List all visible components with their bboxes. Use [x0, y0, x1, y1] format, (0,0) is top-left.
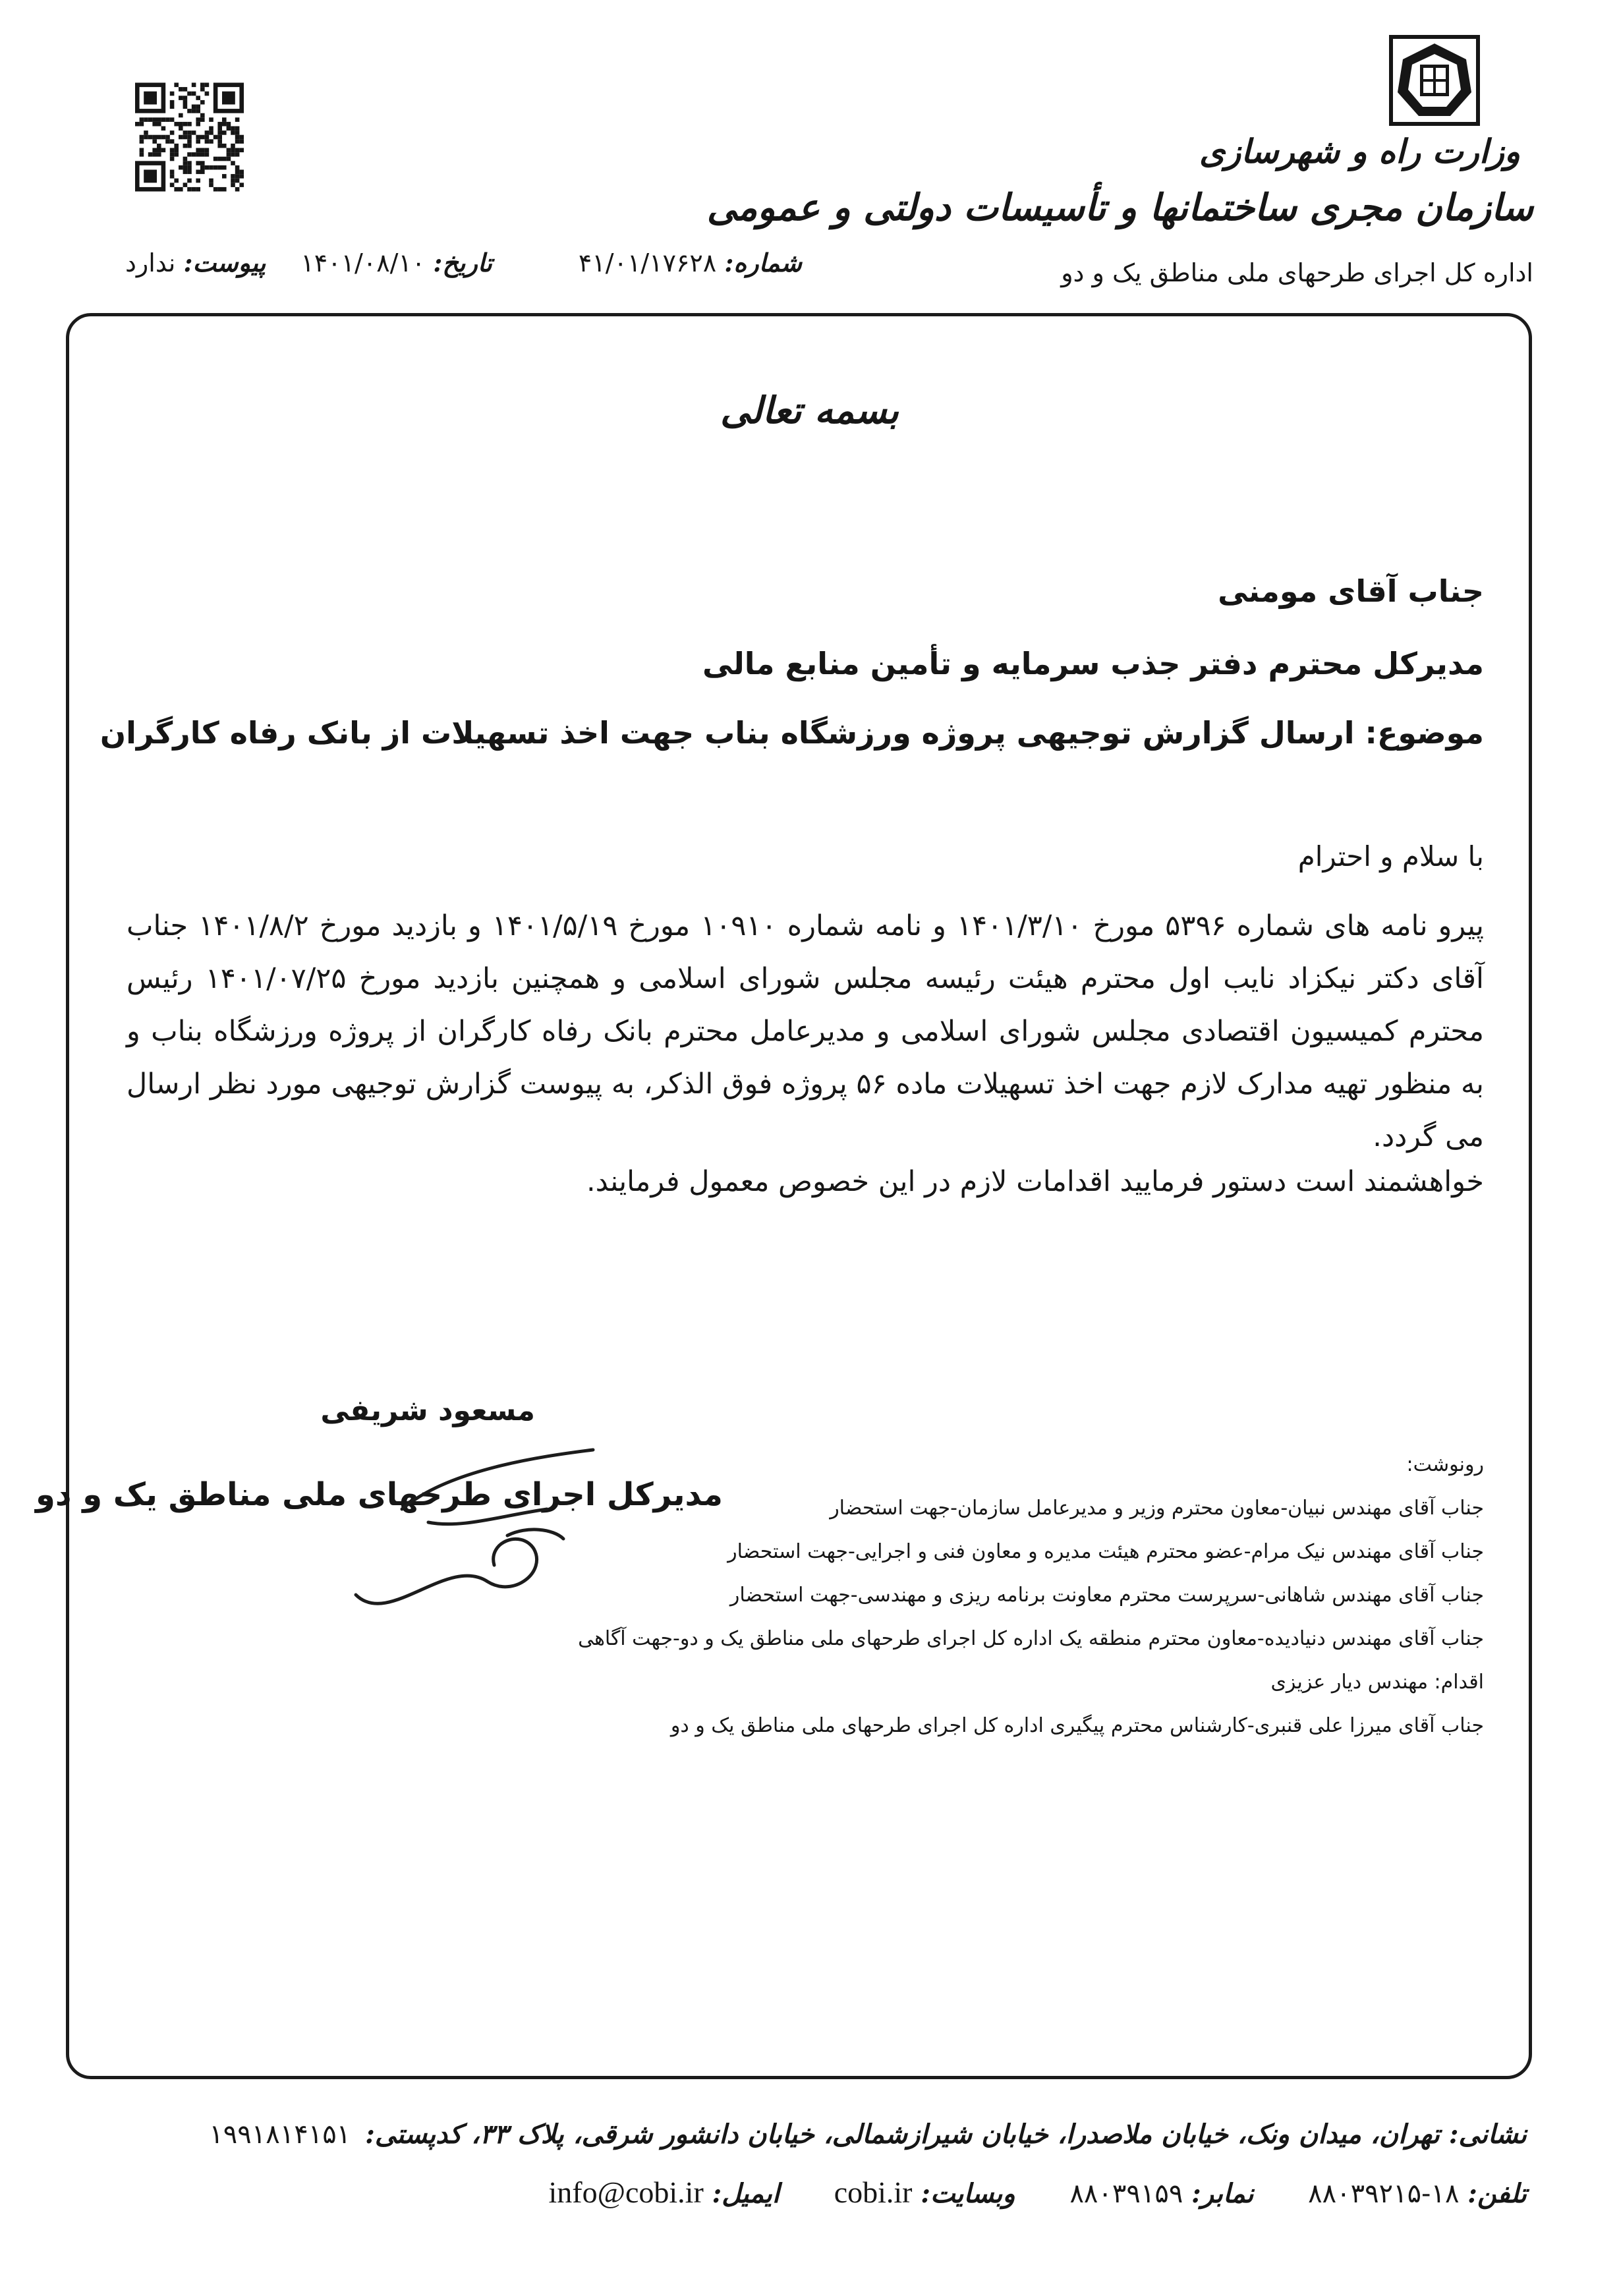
- letter-number: [579, 248, 802, 277]
- phone-label: تلفن:: [1467, 2178, 1527, 2209]
- ministry-logo: [1388, 34, 1481, 127]
- website: [834, 2175, 1015, 2209]
- recipient-title: مدیرکل محترم دفتر جذب سرمایه و تأمین منابع مالی: [702, 646, 1484, 681]
- handwritten-signature: [329, 1430, 606, 1628]
- signer-name: مسعود شریفی: [320, 1394, 535, 1427]
- email-value[interactable]: info@cobi.ir: [548, 2175, 704, 2209]
- fax-value: ۸۸۰۳۹۱۵۹: [1069, 2179, 1183, 2209]
- email: [548, 2175, 780, 2209]
- subject: موضوع: ارسال گزارش توجیهی پروژه ورزشگاه بناب جهت اخذ تسهیلات از بانک رفاه کارگران: [99, 715, 1484, 751]
- cc-line: جناب آقای مهندس نبیان-معاون محترم وزیر و مدیرعامل سازمان-جهت استحضار: [830, 1497, 1484, 1520]
- address-text: نشانی: تهران، میدان ونک، خیابان ملاصدرا، خیابان شیرازشمالی، خیابان دانشور شرقی، پلاک ۳۳، کدپستی:: [365, 2119, 1527, 2150]
- organization-name: سازمان مجری ساختمانها و تأسیسات دولتی و عمومی: [706, 186, 1533, 229]
- greeting: با سلام و احترام: [1297, 840, 1484, 873]
- attachment-label: پیوست:: [183, 248, 266, 277]
- cc-list: [578, 1443, 1484, 1748]
- email-label: ایمیل:: [712, 2178, 780, 2209]
- cc-line: جناب آقای مهندس نیک مرام-عضو محترم هیئت مدیره و معاون فنی و اجرایی-جهت استحضار: [727, 1540, 1484, 1563]
- signer-title: مدیرکل اجرای طرحهای ملی مناطق یک و دو: [36, 1476, 723, 1513]
- recipient: جناب آقای مومنی: [1218, 573, 1484, 609]
- cc-line: جناب آقای مهندس شاهانی-سرپرست محترم معاونت برنامه ریزی و مهندسی-جهت استحضار: [729, 1584, 1484, 1607]
- qr-code-icon: [135, 80, 244, 194]
- phone-value: ۱۸-۸۸۰۳۹۲۱۵: [1308, 2179, 1460, 2209]
- letter-attachment: [125, 248, 266, 277]
- date-value: ۱۴۰۱/۰۸/۱۰: [300, 248, 426, 277]
- postal-code: ۱۹۹۱۸۱۴۱۵۱: [209, 2119, 351, 2150]
- fax: [1069, 2179, 1253, 2209]
- cc-label: رونوشت:: [1406, 1453, 1484, 1476]
- footer-contact: [503, 2175, 1527, 2210]
- ministry-name: وزارت راه و شهرسازی: [1199, 132, 1520, 171]
- website-value[interactable]: cobi.ir: [834, 2175, 913, 2209]
- fax-label: نمابر:: [1191, 2178, 1254, 2209]
- bismillah: بسمه تعالی: [720, 389, 899, 432]
- cc-line: جناب آقای مهندس دنیادیده-معاون محترم منطقه یک اداره کل اجرای طرحهای ملی مناطق یک و دو-جهت آگاهی: [578, 1627, 1484, 1650]
- body-paragraph: پیرو نامه های شماره ۵۳۹۶ مورخ ۱۴۰۱/۳/۱۰ و نامه شماره ۱۰۹۱۰ مورخ ۱۴۰۱/۵/۱۹ و بازدید مورخ ۱۴۰۱/۸/۲ جناب آقای دکتر نیکزاد نایب اول محترم هیئت رئیسه مجلس شورای اسلامی و همچنین بازدید مورخ ۱۴۰۱/۰۷/۲۵ رئیس محترم کمیسیون اقتصادی مجلس شورای اسلامی و مدیرعامل محترم بانک رفاه کارگران از پروژه ورزشگاه بناب و به منظور تهیه مدارک لازم جهت اخذ تسهیلات ماده ۵۶ پروژه فوق الذکر، به پیوست گزارش توجیهی مورد نظر ارسال می گردد.: [127, 909, 1485, 1153]
- date-label: تاریخ:: [433, 248, 492, 277]
- footer-address: [209, 2119, 1527, 2150]
- letter-date: [300, 248, 492, 277]
- cc-line: جناب آقای میرزا علی قنبری-کارشناس محترم پیگیری اداره کل اجرای طرحهای ملی مناطق یک و دو: [670, 1714, 1484, 1737]
- number-label: شماره:: [724, 248, 802, 277]
- number-value: ۴۱/۰۱/۱۷۶۲۸: [578, 248, 717, 277]
- attachment-value: ندارد: [125, 248, 176, 277]
- phone: [1308, 2179, 1527, 2209]
- cc-line: اقدام: مهندس دیار عزیزی: [1270, 1671, 1484, 1694]
- website-label: وبسایت:: [921, 2178, 1015, 2209]
- department-name: اداره کل اجرای طرحهای ملی مناطق یک و دو: [1061, 258, 1533, 287]
- closing-line: خواهشمند است دستور فرمایید اقدامات لازم در این خصوص معمول فرمایند.: [586, 1165, 1484, 1198]
